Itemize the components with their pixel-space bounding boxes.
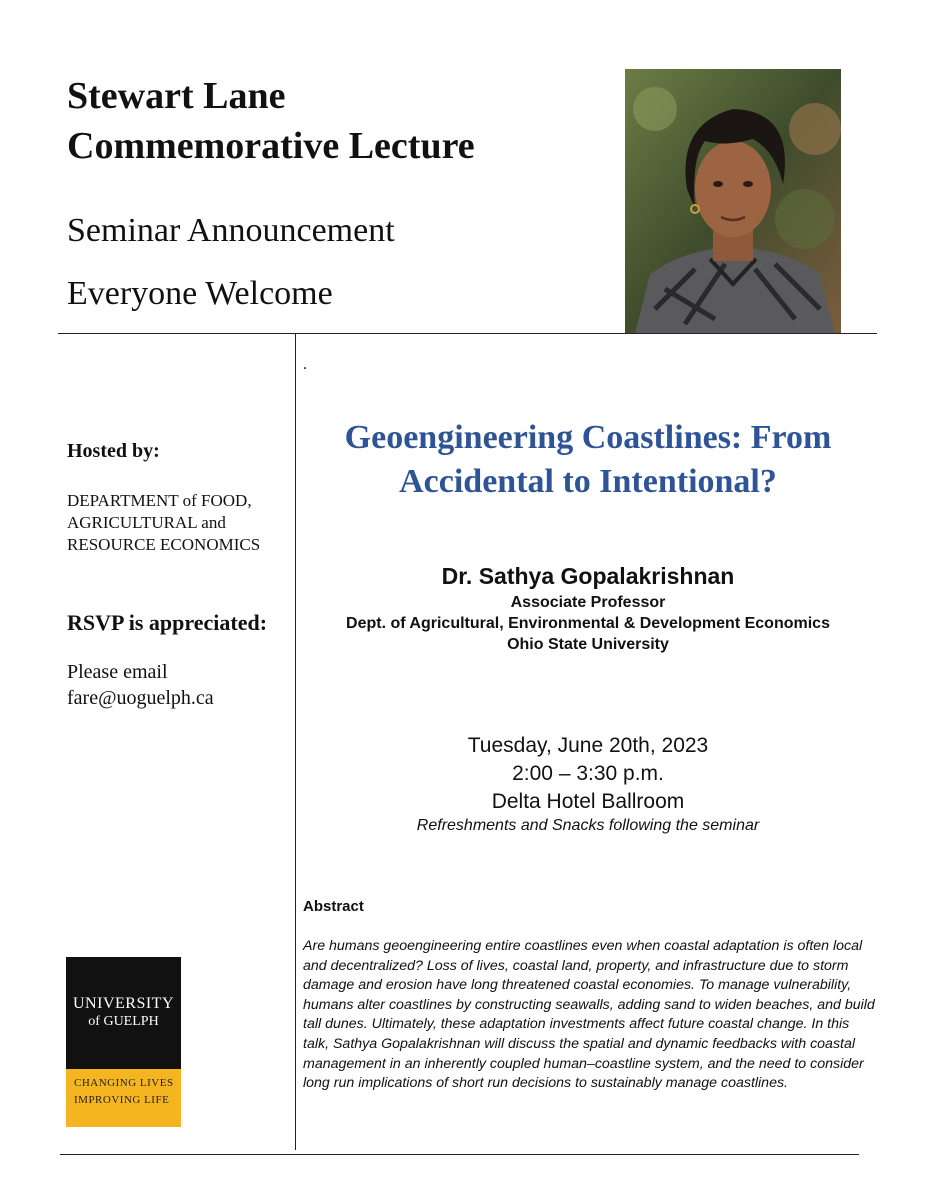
logo-dark-panel — [66, 957, 181, 1069]
stray-dot: . — [303, 356, 307, 373]
column-divider — [295, 334, 296, 1150]
logo-tagline-line2: IMPROVING LIFE — [74, 1094, 170, 1106]
event-date: Tuesday, June 20th, 2023 — [467, 734, 709, 757]
event-time: 2:00 – 3:30 p.m. — [512, 762, 664, 785]
top-divider — [58, 333, 877, 334]
talk-title-line2: Accidental to Intentional? — [399, 463, 777, 500]
bottom-divider — [60, 1154, 859, 1155]
lecture-title-line1: Stewart Lane — [67, 75, 286, 117]
rsvp-label: RSVP is appreciated: — [67, 610, 268, 635]
logo-tagline-line1: CHANGING LIVES — [74, 1077, 174, 1089]
speaker-photo — [625, 69, 841, 334]
speaker-institution: Ohio State University — [507, 636, 669, 653]
rsvp-email: fare@uoguelph.ca — [67, 687, 214, 709]
host-line: RESOURCE ECONOMICS — [67, 535, 261, 554]
host-line: DEPARTMENT of FOOD, — [67, 491, 252, 510]
everyone-welcome: Everyone Welcome — [67, 275, 333, 312]
speaker-name: Dr. Sathya Gopalakrishnan — [441, 563, 735, 589]
seminar-announcement: Seminar Announcement — [67, 212, 395, 249]
speaker-department: Dept. of Agricultural, Environmental & Development Economics — [346, 615, 830, 632]
hosted-by-label: Hosted by: — [67, 440, 160, 462]
speaker-portrait-image — [625, 69, 841, 334]
refreshments-note: Refreshments and Snacks following the seminar — [416, 817, 760, 834]
abstract-heading: Abstract — [303, 898, 364, 915]
event-venue: Delta Hotel Ballroom — [491, 790, 685, 813]
logo-university-text: UNIVERSITY — [73, 995, 174, 1012]
speaker-position: Associate Professor — [510, 594, 666, 611]
logo-guelph-text: of GUELPH — [88, 1014, 159, 1029]
logo-gold-panel — [66, 1069, 181, 1127]
talk-title-line1: Geoengineering Coastlines: From — [344, 419, 832, 456]
host-line: AGRICULTURAL and — [67, 513, 226, 532]
abstract-body: Are humans geoengineering entire coastlines even when coastal adaptation is often local and decentralized? Loss of lives, coastal land, property, and infrastructure due to storm damage and erosion have long threatened coastal economies. To manage vulnerability, humans alter coastlines by constructing seawalls, adding sand to widen beaches, and build tall dunes. Ultimately, these adaptation investments affect future coastal change. In this talk, Sathya Gopalakrishnan will discuss the spatial and dynamic feedbacks with coastal management in an inherently coupled human–coastline system, and the need to consider long run implications of short run decisions to sustainably manage coastlines. — [303, 938, 875, 1092]
rsvp-instruction: Please email — [67, 661, 168, 683]
lecture-title-line2: Commemorative Lecture — [67, 125, 475, 167]
university-of-guelph-logo — [66, 957, 181, 1127]
